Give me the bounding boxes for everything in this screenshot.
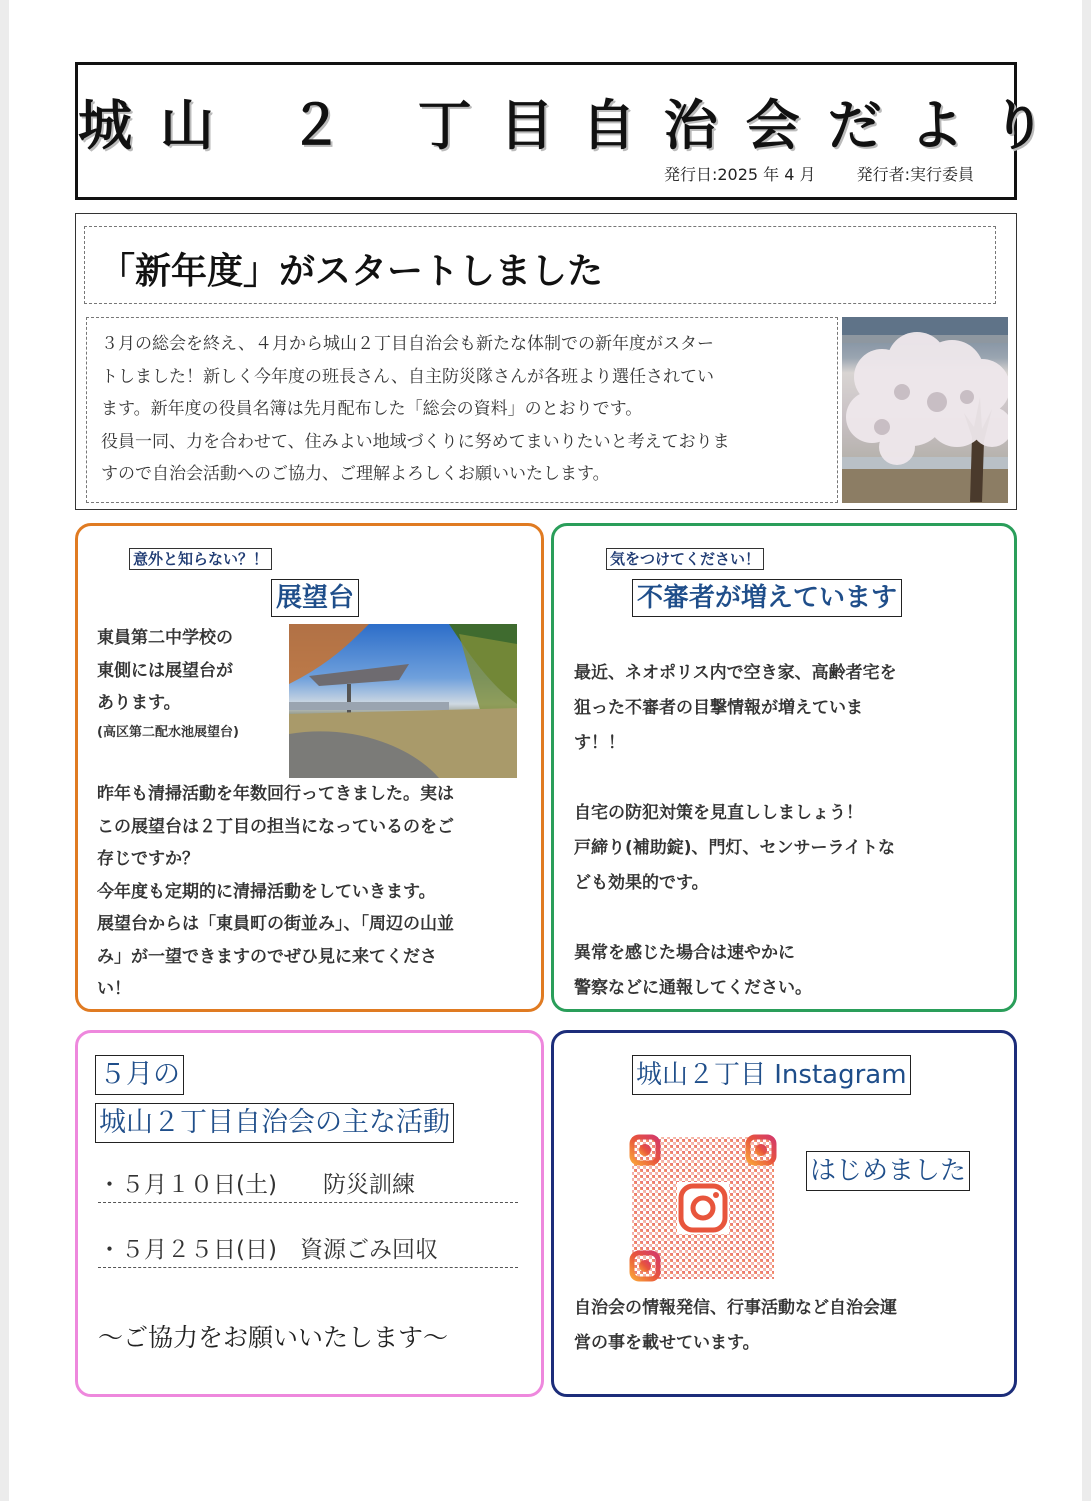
- instagram-line: 営の事を載せています。: [574, 1333, 760, 1353]
- security-line: 戸締り(補助錠)、門灯、センサーライトな: [574, 838, 896, 858]
- new-year-line: 役員一同、力を合わせて、住みよい地域づくりに努めてまいりたいと考えておりま: [101, 431, 730, 452]
- security-line: す！！: [574, 733, 625, 753]
- new-year-section: [75, 213, 1017, 510]
- new-year-line: すので自治会活動へのご協力、ご理解よろしくお願いいたします。: [101, 464, 610, 484]
- new-year-line: ます。新年度の役員名簿は先月配布した「総会の資料」のとおりです。: [101, 399, 643, 419]
- observatory-title: 展望台: [271, 579, 359, 617]
- activities-footer: ～ご協力をお願いいたします～: [98, 1323, 449, 1352]
- cherry-tree-illustration: [842, 317, 1008, 503]
- observatory-photo: [289, 624, 517, 778]
- observatory-line: み」が一望できますのでぜひ見に来てくださ: [97, 946, 437, 967]
- publisher: 発行者:実行委員: [856, 165, 974, 184]
- observatory-line: この展望台は２丁目の担当になっているのをご: [97, 816, 454, 837]
- masthead: [75, 62, 1074, 200]
- observatory-tag: 意外と知らない？！: [129, 548, 272, 570]
- new-year-heading-box: [84, 226, 996, 304]
- security-line: ども効果的です。: [574, 873, 709, 893]
- observatory-line: い！: [97, 979, 131, 999]
- activities-title-line1: ５月の: [95, 1055, 184, 1095]
- cherry-blossom-photo: [842, 317, 1008, 503]
- activities-box: [75, 1030, 544, 1397]
- new-year-line: ３月の総会を終え、４月から城山２丁目自治会も新たな体制での新年度がスター: [101, 334, 715, 354]
- instagram-body: [574, 1291, 1004, 1361]
- observatory-note: (高区第二配水池展望台): [97, 724, 239, 740]
- security-line: 狙った不審者の目撃情報が増えていま: [574, 698, 863, 718]
- security-line: 警察などに通報してください。: [574, 978, 812, 998]
- security-line: 最近、ネオポリス内で空き家、高齢者宅を: [574, 663, 897, 683]
- activities-title-line2: 城山２丁目自治会の主な活動: [95, 1103, 454, 1143]
- observatory-intro-line: 東員第二中学校の: [97, 628, 233, 648]
- instagram-qr-code[interactable]: [628, 1133, 778, 1283]
- security-body: [574, 656, 994, 1006]
- new-year-line: トしました！新しく今年度の班長さん、自主防災隊さんが各班より選任されてい: [101, 366, 715, 387]
- activity-item: ・５月２５日(日) 資源ごみ回収: [98, 1233, 518, 1268]
- observatory-line: 展望台からは「東員町の街並み」、「周辺の山並: [97, 914, 454, 934]
- new-year-heading: 「新年度」がスタートしました: [99, 251, 604, 292]
- security-title: 不審者が増えています: [632, 579, 902, 617]
- new-year-body: [86, 317, 838, 503]
- observatory-intro-line: あります。: [97, 693, 181, 713]
- newsletter-title: 城山 ２ 丁目自治会だより: [78, 94, 1074, 157]
- observatory-box: [75, 523, 544, 1012]
- activity-item: ・５月１０日(土) 防災訓練: [98, 1168, 518, 1203]
- security-tag: 気をつけてください！: [606, 548, 764, 570]
- security-box: [551, 523, 1017, 1012]
- newsletter-page: [9, 0, 1082, 1501]
- instagram-line: 自治会の情報発信、行事活動など自治会運: [574, 1298, 897, 1318]
- instagram-subtitle: はじめました: [806, 1151, 970, 1191]
- observatory-body: [97, 778, 527, 1006]
- observatory-line: 存じですか？: [97, 849, 199, 869]
- observatory-intro-line: 東側には展望台が: [97, 660, 233, 681]
- issue-meta: [628, 162, 974, 185]
- observatory-line: 今年度も定期的に清掃活動をしていきます。: [97, 881, 436, 902]
- security-line: 異常を感じた場合は速やかに: [574, 943, 795, 963]
- instagram-box: [551, 1030, 1017, 1397]
- observatory-line: 昨年も清掃活動を年数回行ってきました。実は: [97, 784, 454, 804]
- issue-date: 発行日:2025 年 4 月: [663, 165, 816, 184]
- observatory-illustration: [289, 624, 517, 778]
- observatory-intro: [97, 622, 277, 746]
- security-line: 自宅の防犯対策を見直ししましょう！: [574, 803, 863, 823]
- instagram-title: 城山２丁目 Instagram: [632, 1055, 911, 1095]
